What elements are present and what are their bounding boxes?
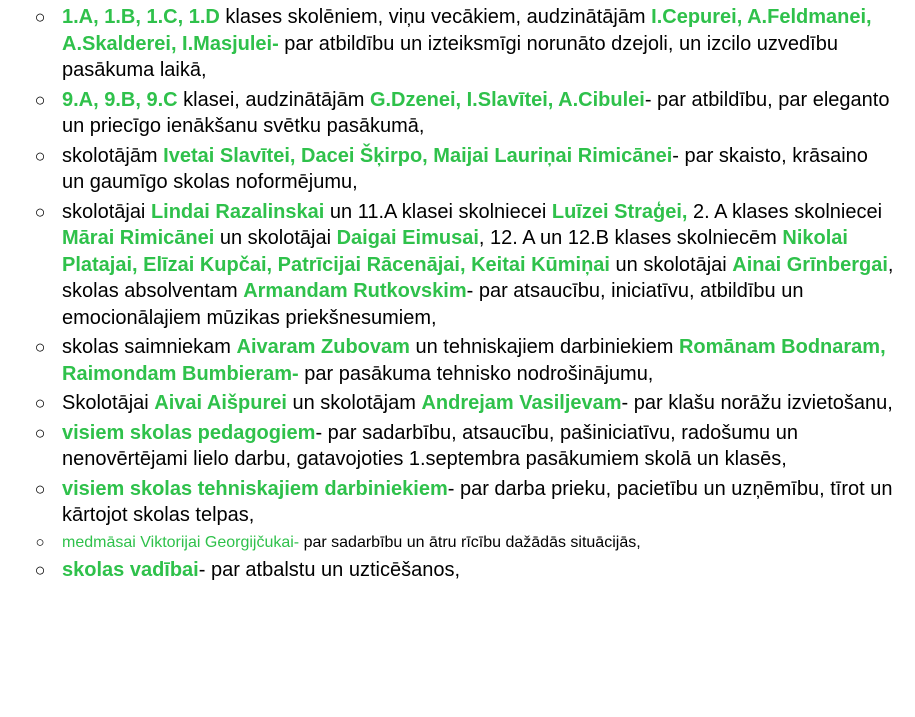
list-item-text: Skolotājai: [62, 392, 155, 414]
highlighted-name: Daigai Eimusai: [336, 227, 479, 249]
hollow-circle-bullet-icon: ○: [34, 393, 46, 413]
list-item: [0, 143, 915, 196]
list-item-text: par sadarbību un ātru rīcību dažādās situācijās,: [299, 533, 641, 551]
page-top-edge: [0, 0, 915, 2]
list-item-text: un skolotājai: [214, 227, 337, 249]
list-item-text: un skolotājam: [286, 392, 422, 414]
list-item-text: - par atbalstu un uzticēšanos,: [198, 558, 461, 581]
list-item: [0, 557, 915, 584]
highlighted-name: skolas vadībai: [62, 558, 199, 581]
hollow-circle-bullet-icon: ○: [34, 478, 46, 499]
highlighted-name: Ivetai Slavītei, Dacei Šķirpo, Maijai Lauriņai Rimicānei: [163, 144, 673, 167]
highlighted-name: G.Dzenei, I.Slavītei, A.Cibulei: [369, 88, 645, 111]
list-item: [0, 476, 915, 529]
highlighted-name: Mārai Rimicānei: [62, 227, 215, 249]
list-item-text: - par atsaucību, iniciatīvu, atbildību un emocionālajiem mūzikas priekšnesumiem,: [62, 280, 804, 329]
highlighted-name: 9.A, 9.B, 9.C: [62, 88, 178, 111]
list-item-text: , skolas absolventam: [62, 253, 894, 302]
highlighted-name: visiem skolas tehniskajiem darbiniekiem: [62, 477, 448, 500]
list-item-text: - par klašu norāžu izvietošanu,: [621, 392, 893, 414]
highlighted-name: Nikolai Platajai, Elīzai Kupčai, Patrīcijai Rācenājai, Keitai Kūmiņai: [62, 227, 848, 276]
hollow-circle-bullet-icon: ○: [34, 559, 46, 580]
list-item-text: - par atbildību, par eleganto un priecīgo ienākšanu svētku pasākumā,: [62, 88, 890, 137]
list-item-text: skolas saimniekam: [62, 336, 237, 358]
list-item-text: 2. A klases skolniecei: [687, 200, 883, 223]
highlighted-name: Aivaram Zubovam: [236, 336, 410, 358]
highlighted-name: Romānam Bodnaram, Raimondam Bumbieram-: [62, 336, 886, 385]
list-item: [0, 420, 915, 473]
list-item: [0, 334, 915, 387]
list-item: [0, 532, 915, 554]
highlighted-name: Lindai Razalinskai: [150, 200, 325, 223]
highlighted-name: visiem skolas pedagogiem: [62, 421, 316, 444]
list-item-text: , 12. A un 12.B klases skolniecēm: [478, 227, 783, 249]
list-item-text: skolotājām: [62, 144, 164, 167]
hollow-circle-bullet-icon: ○: [34, 145, 46, 166]
list-item-text: klases skolēniem, viņu vecākiem, audzinātājām: [219, 6, 652, 28]
hollow-circle-bullet-icon: ○: [34, 201, 46, 222]
highlighted-name: Armandam Rutkovskim: [243, 280, 467, 302]
highlighted-name: I.Cepurei, A.Feldmanei, A.Skalderei, I.Masjulei-: [62, 6, 872, 55]
highlighted-name: Ainai Grīnbergai: [732, 253, 888, 276]
list-item-text: - par skaisto, krāsaino un gaumīgo skolas noformējumu,: [62, 144, 868, 193]
highlighted-name: Andrejam Vasiljevam: [421, 392, 622, 414]
list-item-text: - par sadarbību, atsaucību, pašiniciatīvu, radošumu un nenovērtējami lielo darbu, gatavojoties 1.septembra pasākumiem skolā un klasēs,: [62, 421, 798, 470]
highlighted-name: medmāsai Viktorijai Georgijčukai-: [62, 533, 300, 551]
hollow-circle-bullet-icon: ○: [34, 7, 46, 27]
highlighted-name: Luīzei Straģei,: [551, 200, 688, 223]
acknowledgement-list: [0, 4, 915, 586]
list-item-text: - par darba prieku, pacietību un uzņēmību, tīrot un kārtojot skolas telpas,: [62, 477, 893, 526]
highlighted-name: Aivai Aišpurei: [154, 392, 287, 414]
hollow-circle-bullet-icon: ○: [34, 337, 46, 357]
hollow-circle-bullet-icon: ○: [34, 89, 46, 110]
list-item-text: klasei, audzinātājām: [177, 88, 370, 111]
list-item-text: skolotājai: [62, 200, 151, 223]
list-item: [0, 4, 915, 84]
list-item: [0, 87, 915, 140]
list-item-text: par pasākuma tehnisko nodrošinājumu,: [298, 362, 654, 385]
list-item: [0, 390, 915, 417]
list-item: [0, 199, 915, 332]
list-item-text: par atbildību un izteiksmīgi norunāto dzejoli, un izcilo uzvedību pasākuma laikā,: [62, 32, 838, 81]
list-item-text: un tehniskajiem darbiniekiem: [409, 336, 679, 358]
list-item-text: un 11.A klasei skolniecei: [324, 200, 552, 223]
list-item-text: un skolotājai: [610, 253, 733, 276]
highlighted-name: 1.A, 1.B, 1.C, 1.D: [62, 6, 220, 28]
hollow-circle-bullet-icon: ○: [34, 422, 46, 443]
hollow-circle-bullet-icon: ○: [35, 533, 45, 551]
